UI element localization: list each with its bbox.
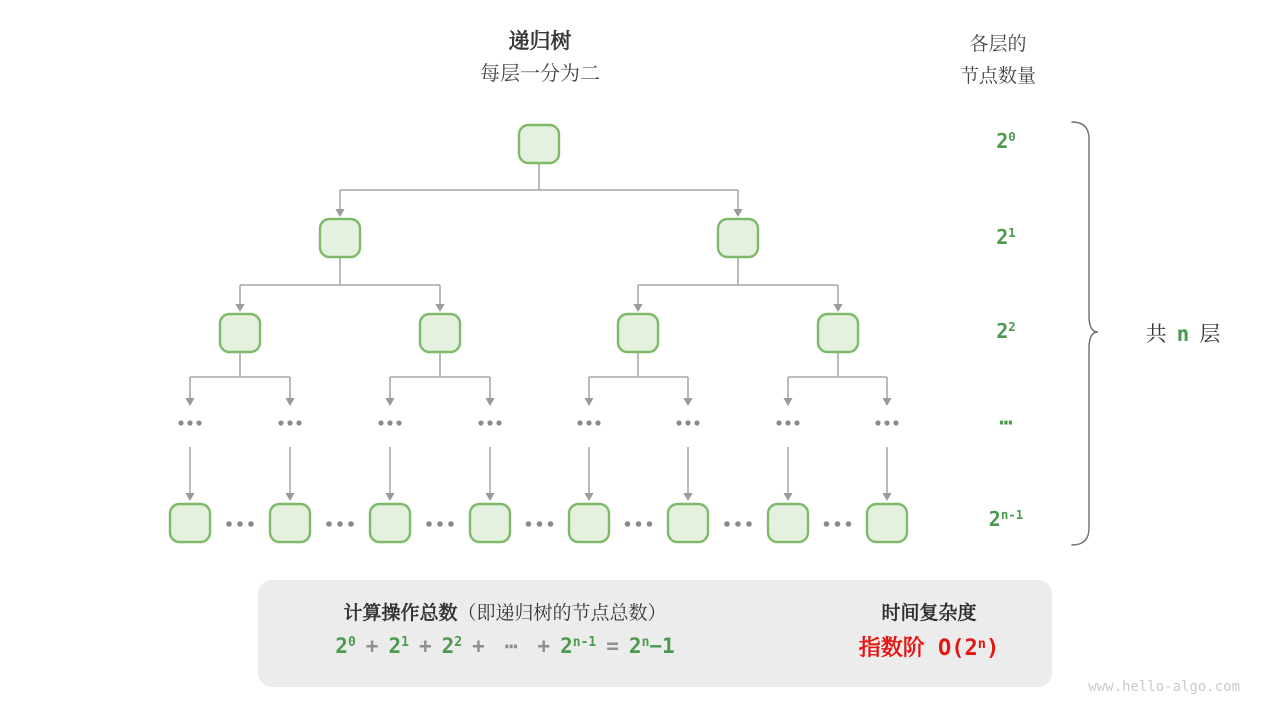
ellipsis-dots [694, 420, 699, 425]
arrowhead [683, 398, 692, 406]
tree-node [519, 125, 559, 163]
arrowhead [584, 398, 593, 406]
arrowhead [485, 493, 494, 501]
ellipsis-dots [196, 420, 201, 425]
tree-node [718, 219, 758, 257]
level-label-2-2: $2^2$ [996, 319, 1016, 343]
ellipsis-dots [287, 420, 292, 425]
ellipsis-dots [487, 420, 492, 425]
ellipsis-dots [387, 420, 392, 425]
ellipsis-dots [746, 521, 752, 527]
level-label-ellipsis: ⋯ [999, 410, 1013, 436]
tree-node [668, 504, 708, 542]
arrowhead [733, 209, 742, 217]
ellipsis-dots [685, 420, 690, 425]
ellipsis-dots [296, 420, 301, 425]
diagram-subtitle: 每层一分为二 [480, 63, 600, 85]
ellipsis-dots [337, 521, 343, 527]
arrowhead [335, 209, 344, 217]
ellipsis-dots [187, 420, 192, 425]
ellipsis-dots [437, 521, 443, 527]
diagram-title: 递归树 [508, 30, 572, 53]
arrowhead [285, 493, 294, 501]
ellipsis-dots [396, 420, 401, 425]
ellipsis-dots [893, 420, 898, 425]
ellipsis-dots [595, 420, 600, 425]
summary-formula: $2^0 + 2^1 + 2^2$ + ⋯ + $2^{n-1} = 2^n-1$ [335, 634, 675, 658]
summary-title-bold: 计算操作总数 [343, 603, 458, 624]
tree-node [270, 504, 310, 542]
arrowhead [235, 304, 244, 312]
ellipsis-dots [496, 420, 501, 425]
arrowhead [485, 398, 494, 406]
arrowhead [783, 398, 792, 406]
ellipsis-dots [586, 420, 591, 425]
tree-node [618, 314, 658, 352]
summary-title [277, 598, 733, 625]
ellipsis-dots [378, 420, 383, 425]
ellipsis-dots [537, 521, 543, 527]
ellipsis-dots [794, 420, 799, 425]
brace-label-n-levels: 共 n 层 [1145, 322, 1221, 346]
tree-node [867, 504, 907, 542]
ellipsis-dots [636, 521, 642, 527]
arrowhead [633, 304, 642, 312]
arrowhead [385, 493, 394, 501]
arrowhead [584, 493, 593, 501]
ellipsis-dots [875, 420, 880, 425]
brace [1072, 122, 1098, 545]
tree-node [768, 504, 808, 542]
ellipsis-dots [326, 521, 332, 527]
ellipsis-dots [348, 521, 354, 527]
arrowhead [783, 493, 792, 501]
complexity-title: 时间复杂度 [881, 603, 977, 624]
tree-node [420, 314, 460, 352]
ellipsis-dots [676, 420, 681, 425]
ellipsis-dots [785, 420, 790, 425]
arrowhead [185, 493, 194, 501]
tree-node [818, 314, 858, 352]
level-label-2-0: $2^0$ [996, 129, 1016, 153]
right-column-header-line1: 各层的 [969, 34, 1027, 55]
watermark: www.hello-algo.com [1088, 679, 1240, 695]
arrowhead [683, 493, 692, 501]
ellipsis-dots [248, 521, 254, 527]
ellipsis-dots [776, 420, 781, 425]
ellipsis-dots [884, 420, 889, 425]
arrowhead [385, 398, 394, 406]
ellipsis-dots [478, 420, 483, 425]
ellipsis-dots [526, 521, 532, 527]
ellipsis-dots [835, 521, 841, 527]
arrowhead [882, 398, 891, 406]
ellipsis-dots [724, 521, 730, 527]
tree-node [170, 504, 210, 542]
ellipsis-dots [548, 521, 554, 527]
right-column-header-line2: 节点数量 [959, 66, 1036, 87]
ellipsis-dots [625, 521, 631, 527]
complexity-value: 指数阶 O(2$^n$) [858, 635, 1000, 661]
ellipsis-dots [647, 521, 653, 527]
tree-node [470, 504, 510, 542]
arrowhead [185, 398, 194, 406]
ellipsis-dots [278, 420, 283, 425]
level-label-2-n-1: 2$^{n-1}$ [988, 507, 1024, 531]
arrowhead [882, 493, 891, 501]
ellipsis-dots [226, 521, 232, 527]
ellipsis-dots [237, 521, 243, 527]
ellipsis-dots [735, 521, 741, 527]
ellipsis-dots [846, 521, 852, 527]
tree-node [320, 219, 360, 257]
arrowhead [285, 398, 294, 406]
ellipsis-dots [178, 420, 183, 425]
ellipsis-dots [577, 420, 582, 425]
arrowhead [833, 304, 842, 312]
tree-node [370, 504, 410, 542]
ellipsis-dots [426, 521, 432, 527]
tree-node [220, 314, 260, 352]
tree-node [569, 504, 609, 542]
summary-title-paren: （即递归树的节点总数） [457, 603, 667, 624]
ellipsis-dots [448, 521, 454, 527]
level-label-2-1: $2^1$ [996, 225, 1016, 249]
arrowhead [435, 304, 444, 312]
ellipsis-dots [824, 521, 830, 527]
